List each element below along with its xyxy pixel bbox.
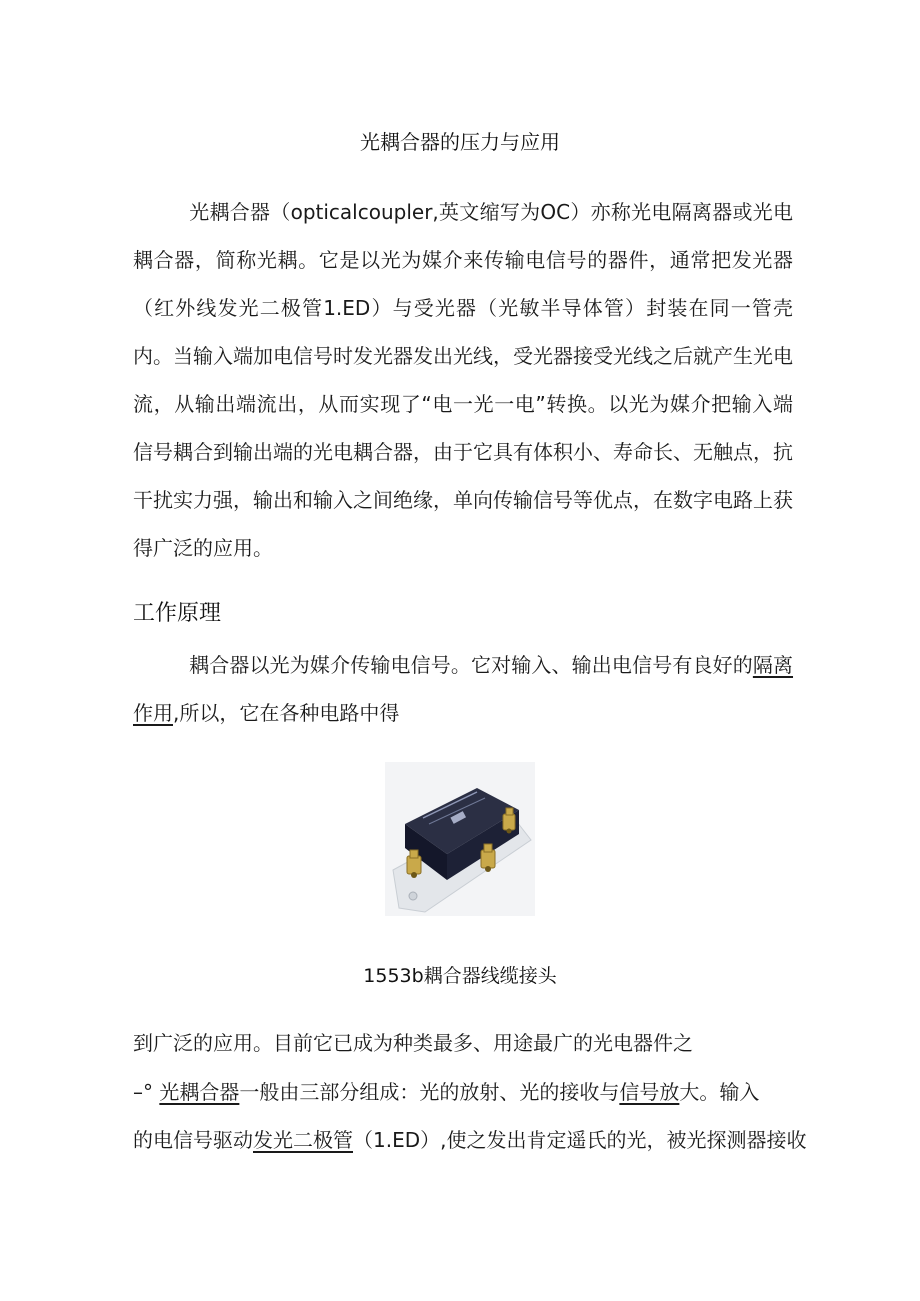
intro-paragraph	[133, 188, 793, 572]
figure-caption: 1553b耦合器线缆接头	[363, 965, 557, 987]
intro-text-rest: 亦称光电隔离器或光电耦合器，简称光耦。它是以光为媒介来传输电信号的器件，通常把发光器（红外线发光二极管1.ED）与受光器（光敏半导体管）封装在同一管壳内。当输入端加电信号时发光器发出光线，受光器接受光线之后就产生光电流，从输出端流出，从而实现了“电一光一电”转换。以光为媒介把输入端信号耦合到输出端的光电耦合器，由于它具有体积小、寿命长、无触点，抗干扰实力强，输出和输入之间绝缘，单向传输信号等优点，在数字电路上获得广泛的应用。	[133, 200, 793, 560]
continuation-line-1: 到广泛的应用。目前它已成为种类最多、用途最广的光电器件之	[133, 1031, 693, 1055]
line2-prefix: –°	[133, 1080, 153, 1104]
led-link[interactable]: 发光二极管	[253, 1128, 353, 1152]
section-heading: 工作原理	[133, 601, 222, 626]
signal-amplify-link[interactable]: 信号放	[619, 1080, 680, 1104]
intro-text-start: 光耦合器（	[189, 200, 291, 224]
isolation-link[interactable]: 隔离作用	[133, 653, 794, 725]
document-title: 光耦合器的压力与应用	[360, 130, 560, 154]
continuation-line-2	[133, 1077, 759, 1107]
optocoupler-link[interactable]: 光耦合器	[159, 1080, 240, 1104]
principle-paragraph	[133, 641, 793, 737]
line2-mid: 一般由三部分组成：光的放射、光的接收与	[239, 1080, 620, 1104]
continuation-line-3	[133, 1125, 806, 1155]
line3-prefix: 的电信号驱动	[133, 1128, 253, 1152]
intro-english-term: opticalcoupler,英文缩写为OC）	[290, 200, 591, 224]
coupler-product-image	[385, 762, 535, 916]
line2-end: 大。输入	[679, 1080, 760, 1104]
principle-text-2: ,所以，它在各种电路中得	[173, 701, 400, 725]
line3-end: （1.ED）,使之发出肯定遥氏的光，被光探测器接收	[353, 1128, 807, 1152]
principle-text-1: 耦合器以光为媒介传输电信号。它对输入、输出电信号有良好的	[189, 653, 753, 677]
